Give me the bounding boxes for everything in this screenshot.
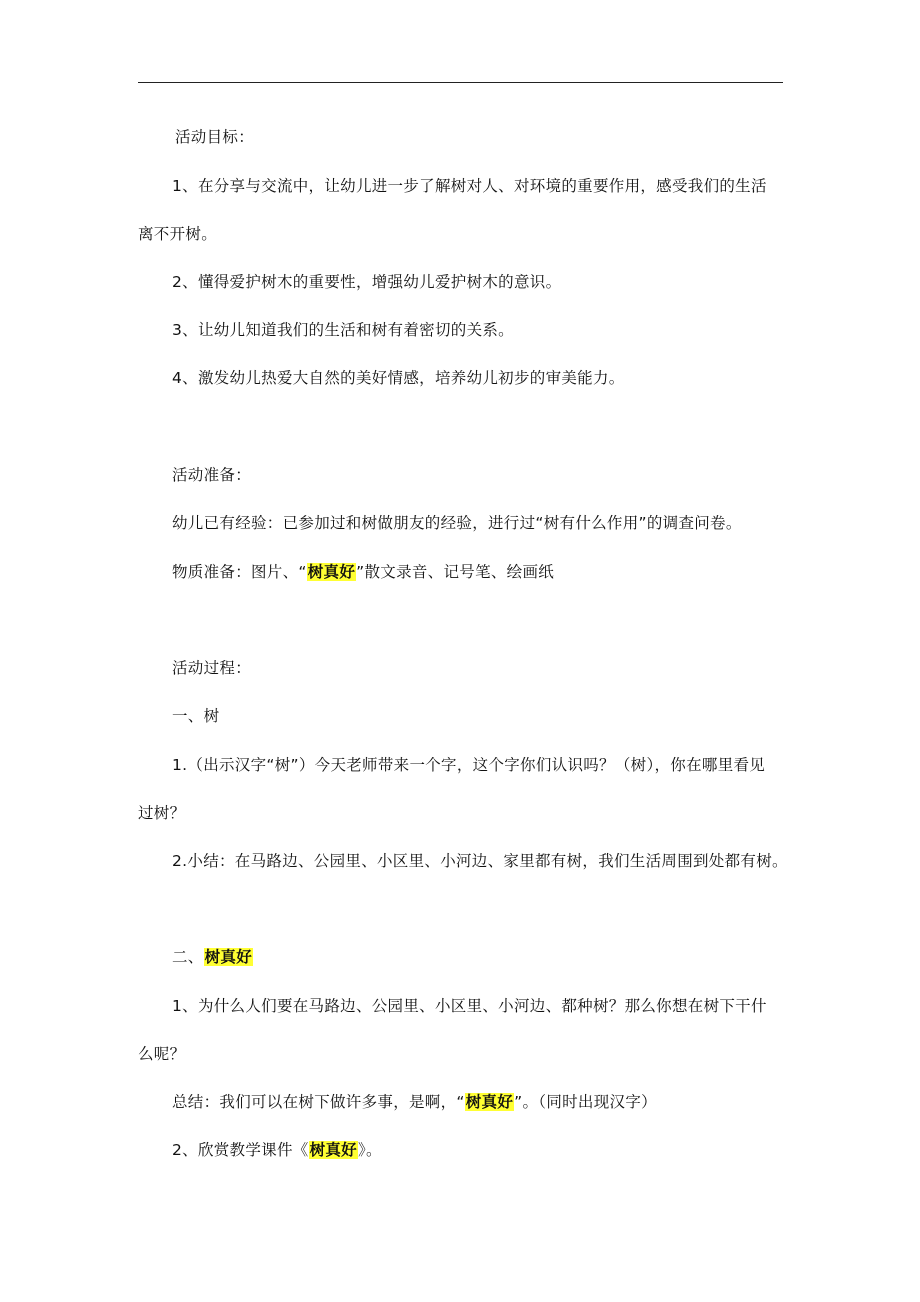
materials-highlight: 树真好 <box>307 563 356 581</box>
part-2-prefix: 二、 <box>172 948 204 966</box>
part-2-item-1-line-2: 么呢？ <box>138 1045 186 1063</box>
item-2-highlight: 树真好 <box>309 1141 357 1159</box>
item-2-prefix: 2、欣赏教学课件《 <box>172 1141 309 1159</box>
goals-heading: 活动目标： <box>175 128 255 146</box>
preparation-heading: 活动准备： <box>172 466 252 484</box>
header-rule <box>138 82 783 83</box>
summary-prefix: 总结：我们可以在树下做许多事，是啊，“ <box>172 1093 465 1111</box>
goal-item-1-line-2: 离不开树。 <box>138 225 218 243</box>
preparation-experience: 幼儿已有经验：已参加过和树做朋友的经验，进行过“树有什么作用”的调查问卷。 <box>172 514 742 532</box>
preparation-materials <box>172 562 554 582</box>
part-2-item-1-line-1: 1、为什么人们要在马路边、公园里、小区里、小河边、都种树？那么你想在树下干什 <box>172 997 767 1015</box>
materials-suffix: ”散文录音、记号笔、绘画纸 <box>356 563 555 581</box>
summary-suffix: ”。（同时出现汉字） <box>514 1093 657 1111</box>
summary-highlight: 树真好 <box>465 1093 514 1111</box>
part-1-item-1-line-1: 1.（出示汉字“树”）今天老师带来一个字，这个字你们认识吗？（树），你在哪里看见 <box>172 756 766 774</box>
part-1-item-2: 2.小结：在马路边、公园里、小区里、小河边、家里都有树，我们生活周围到处都有树。 <box>172 852 788 870</box>
goal-item-3: 3、让幼儿知道我们的生活和树有着密切的关系。 <box>172 321 514 339</box>
part-1-item-1-line-2: 过树？ <box>138 804 186 822</box>
part-2-title <box>172 947 253 967</box>
item-2-suffix: 》。 <box>357 1141 382 1159</box>
part-2-highlight: 树真好 <box>204 948 253 966</box>
process-heading: 活动过程： <box>172 659 252 677</box>
goal-item-1-line-1: 1、在分享与交流中，让幼儿进一步了解树对人、对环境的重要作用，感受我们的生活 <box>172 177 767 195</box>
part-2-item-2 <box>172 1140 382 1160</box>
goal-item-2: 2、懂得爱护树木的重要性，增强幼儿爱护树木的意识。 <box>172 273 562 291</box>
part-2-summary <box>172 1092 657 1112</box>
goal-item-4: 4、激发幼儿热爱大自然的美好情感，培养幼儿初步的审美能力。 <box>172 369 625 387</box>
materials-prefix: 物质准备：图片、“ <box>172 563 307 581</box>
part-1-title: 一、树 <box>172 707 220 725</box>
